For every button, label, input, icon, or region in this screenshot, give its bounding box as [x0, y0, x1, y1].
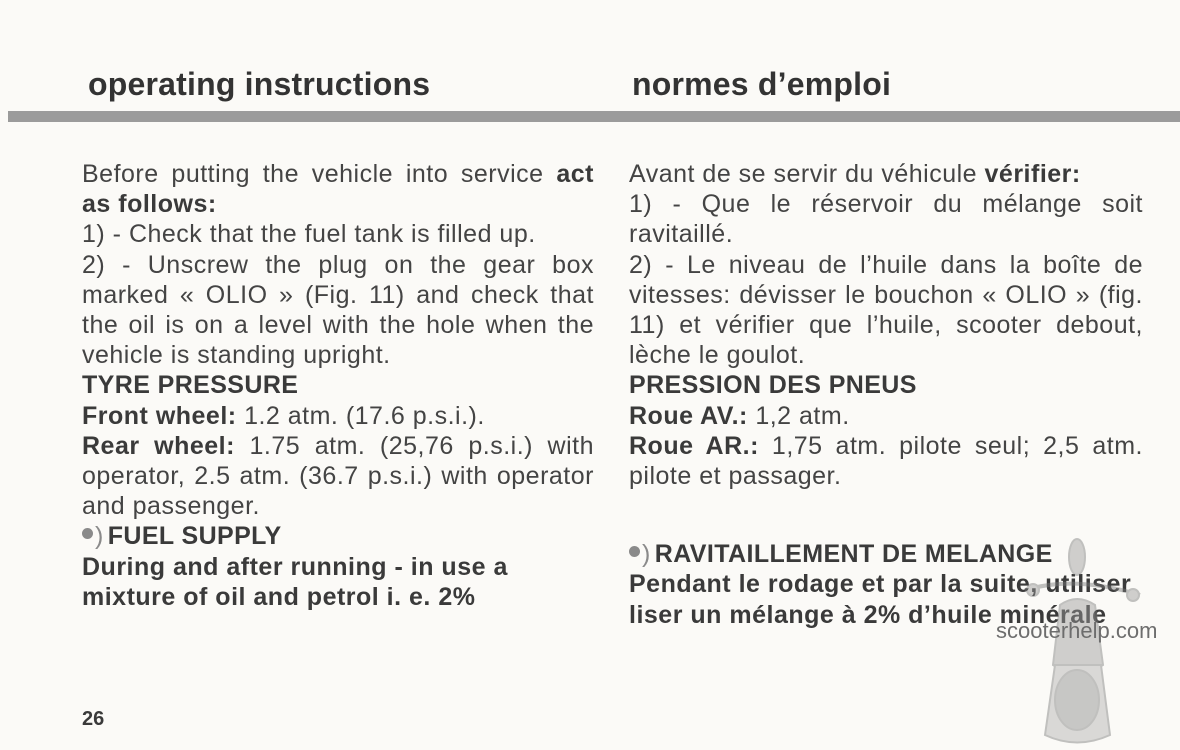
roue-av-value: 1,2 atm. — [755, 401, 850, 430]
roue-ar-line — [629, 431, 1143, 491]
tyre-pressure-heading: TYRE PRESSURE — [82, 371, 299, 400]
bullet-dot-icon — [82, 528, 93, 539]
roue-ar-label: Roue AR.: — [629, 431, 759, 460]
fuel-marker-en: ) — [95, 522, 104, 551]
bullet-dot-icon — [629, 546, 640, 557]
step-1-fr: 1) - Que le réservoir du mélange soit ravitaillé. — [629, 190, 1143, 249]
intro-bold-en: act as follows: — [82, 160, 594, 219]
fuel-text-line-1-en: During and after running - in use a — [82, 552, 508, 581]
step-2-en: 2) - Unscrew the plug on the gear box marked « OLIO » (Fig. 11) and check that the oil is on a level with the hole when the vehicle is standing upright. — [82, 250, 594, 370]
roue-ar-value: 1,75 atm. pilote seul; 2,5 atm. pilote et passager. — [629, 431, 1143, 491]
front-wheel-value: 1.2 atm. (17.6 p.s.i.). — [244, 401, 485, 430]
header-title-french: normes d’emploi — [632, 66, 892, 102]
fuel-marker-fr: ) — [642, 540, 651, 569]
intro-paragraph-en — [82, 159, 594, 219]
step-1-en: 1) - Check that the fuel tank is filled up. — [82, 220, 536, 249]
vertical-spacer — [629, 491, 1143, 539]
fuel-text-line-2-fr: liser un mélange à 2% d’huile minérale — [629, 600, 1107, 629]
header-rule — [8, 111, 1180, 122]
fuel-text-line-1-fr: Pendant le rodage et par la suite, utiliser — [629, 570, 1132, 599]
step-2-fr: 2) - Le niveau de l’huile dans la boîte de vitesses: dévisser le bouchon « OLIO » (fig. 11) et vérifier que l’huile, scooter debout, lèche le goulot. — [629, 250, 1143, 370]
intro-text-en: Before putting the vehicle into service — [82, 160, 544, 188]
front-wheel-line — [82, 401, 594, 431]
fuel-supply-heading-line — [82, 521, 594, 551]
header-title-english: operating instructions — [88, 66, 431, 102]
intro-bold-fr: vérifier: — [984, 160, 1081, 188]
intro-text-fr: Avant de se servir du véhicule — [629, 160, 978, 188]
rear-wheel-label: Rear wheel: — [82, 431, 235, 460]
fuel-supply-heading: FUEL SUPPLY — [107, 522, 282, 551]
english-column — [82, 159, 594, 612]
watermark-text: scooterhelp.com — [996, 618, 1158, 643]
front-wheel-label: Front wheel: — [82, 401, 237, 430]
pression-heading: PRESSION DES PNEUS — [629, 371, 917, 400]
rear-wheel-line — [82, 431, 594, 522]
intro-paragraph-fr — [629, 159, 1143, 189]
roue-av-line — [629, 401, 1143, 431]
fuel-text-line-2-en: mixture of oil and petrol i. e. 2% — [82, 582, 476, 611]
rear-wheel-value: 1.75 atm. (25,76 p.s.i.) with operator, 2.5 atm. (36.7 p.s.i.) with operator and passenger. — [82, 431, 594, 521]
page-number: 26 — [82, 708, 105, 730]
roue-av-label: Roue AV.: — [629, 401, 748, 430]
ravitaillement-heading: RAVITAILLEMENT DE MELANGE — [654, 540, 1053, 569]
